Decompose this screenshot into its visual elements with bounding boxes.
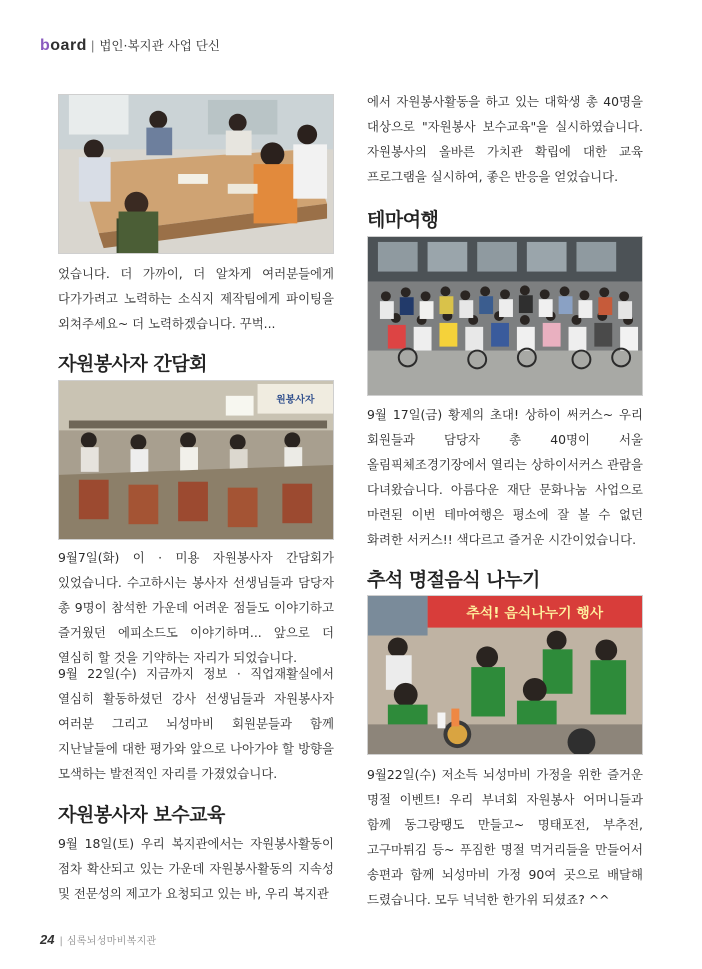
rehab-evaluation-paragraph: 9월 22일(수) 지금까지 정보 · 직업재활실에서 열심히 활동하셨던 강사 선생님들과 자원봉사자 여러분 그리고 뇌성마비 회원분들과 함께 지난날들에 대한 평가와 앞으로 나아가야 할 방향을 모색하는 발전적인 자리를 가졌었습니다. [58, 666, 334, 781]
publication-name: 심록뇌성마비복지관 [66, 936, 157, 947]
brand-logo: board [40, 37, 87, 54]
heading-chuseok-food: 추석 명절음식 나누기 [367, 569, 540, 591]
page-header [40, 36, 220, 58]
chuseok-food-paragraph: 9월22일(수) 저소득 뇌성마비 가정을 위한 즐거운 명절 이벤트! 우리 부녀회 자원봉사 어머니들과 함께 동그랑땡도 만들고~ 명태포전, 부추전, 고구마튀김 등~ 푸짐한 명절 먹거리들을 만들어서 송편과 함께 뇌성마비 가정 90여 곳으로 배달해 드렸습니다. 모두 넉넉한 한가위 되셨죠? ^^ [367, 767, 643, 907]
theme-trip-photo [367, 236, 643, 396]
footer-separator: | [59, 936, 63, 947]
heading-theme-trip: 테마여행 [367, 209, 439, 231]
chuseok-banner-text: 추석! 음식나누기 행사 [466, 605, 604, 622]
page-footer [40, 932, 156, 947]
chuseok-food-photo [367, 595, 643, 755]
volunteer-training-paragraph: 9월 18일(토) 우리 복지관에서는 자원봉사활동이 점차 확산되고 있는 가운데 자원봉사활동의 지속성 및 전문성의 제고가 요청되고 있는 바, 우리 복지관 [58, 836, 334, 901]
header-separator: | [90, 38, 95, 53]
meeting-photo [58, 94, 334, 254]
section-title: 법인·복지관 사업 단신 [99, 38, 220, 53]
training-continued-paragraph: 에서 자원봉사활동을 하고 있는 대학생 총 40명을 대상으로 "자원봉사 보수교육"을 실시하였습니다. 자원봉사의 올바른 가치관 확립에 대한 교육 프로그램을 실시하여, 좋은 반응을 얻었습니다. [367, 94, 643, 184]
volunteer-meeting-photo [58, 380, 334, 540]
theme-trip-paragraph: 9월 17일(금) 황제의 초대! 상하이 써커스~ 우리 회원들과 담당자 총 40명이 서울 올림픽체조경기장에서 열리는 상하이서커스 관람을 다녀왔습니다. 아름다운 재단 문화나눔 사업으로 마련된 이번 테마여행은 평소에 잘 볼 수 없던 화려한 서커스!! 색다르고 즐거운 시간이었습니다. [367, 407, 643, 547]
heading-volunteer-meeting: 자원봉사자 간담회 [58, 353, 207, 375]
page-number: 24 [40, 932, 55, 947]
heading-volunteer-training: 자원봉사자 보수교육 [58, 804, 225, 826]
volunteer-banner-text: 원봉사자 [276, 394, 315, 406]
volunteer-meeting-paragraph: 9월7일(화) 이 · 미용 자원봉사자 간담회가 있었습니다. 수고하시는 봉사자 선생님들과 담당자 총 9명이 참석한 가운데 어려운 점들도 이야기하고 즐거웠던 에피소드도 이야기하며... 앞으로 더 열심히 할 것을 기약하는 자리가 되었습니다. [58, 550, 334, 665]
intro-paragraph: 었습니다. 더 가까이, 더 알차게 여러분들에게 다가가려고 노력하는 소식지 제작팀에게 파이팅을 외쳐주세요~ 더 노력하겠습니다. 꾸벅... [58, 266, 334, 331]
